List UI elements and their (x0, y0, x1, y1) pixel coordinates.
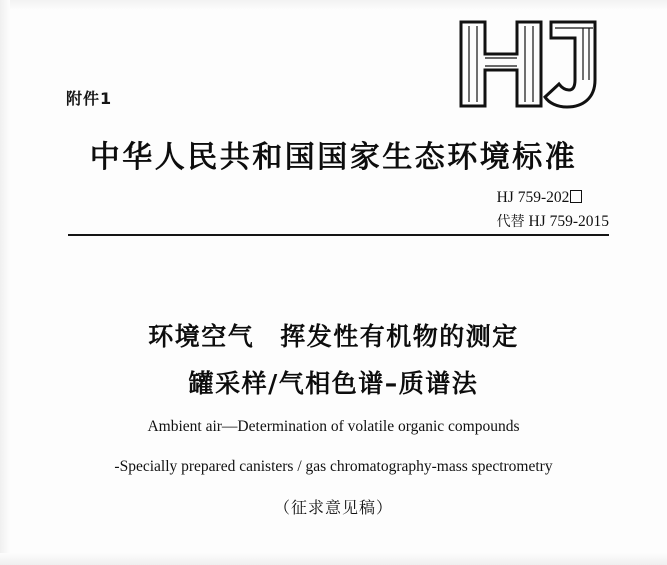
standard-number-blank-box (570, 190, 582, 203)
replaces-line (497, 210, 609, 234)
title-cn-part1: 环境空气 (148, 322, 255, 351)
attachment-label: 附件1 (66, 89, 113, 108)
draft-status-label: （征求意见稿） (273, 498, 393, 517)
document-title-english (0, 418, 667, 476)
page-edge-shading-bottom (0, 553, 667, 565)
standard-number: HJ 759-202 (496, 189, 570, 206)
header-divider (68, 234, 609, 236)
title-cn-line2: 罐采样/气相色谱–质谱法 (188, 369, 479, 399)
page-edge-shading-top (0, 0, 667, 10)
page-edge-shading-left (0, 0, 10, 565)
standard-number-block (497, 186, 609, 234)
title-en-line2: -Specially prepared canisters / gas chromatography-mass spectrometry (114, 458, 553, 475)
document-title-chinese (0, 316, 667, 405)
title-en-line1: Ambient air—Determination of volatile organic compounds (147, 418, 520, 435)
standard-title: 中华人民共和国国家生态环境标准 (89, 140, 578, 175)
replaces-prefix: 代替 (496, 214, 525, 231)
replaces-number: HJ 759-2015 (528, 213, 609, 231)
title-cn-part2: 挥发性有机物的测定 (280, 322, 519, 351)
hj-logo-icon (455, 18, 605, 110)
standard-number-line (497, 186, 609, 210)
